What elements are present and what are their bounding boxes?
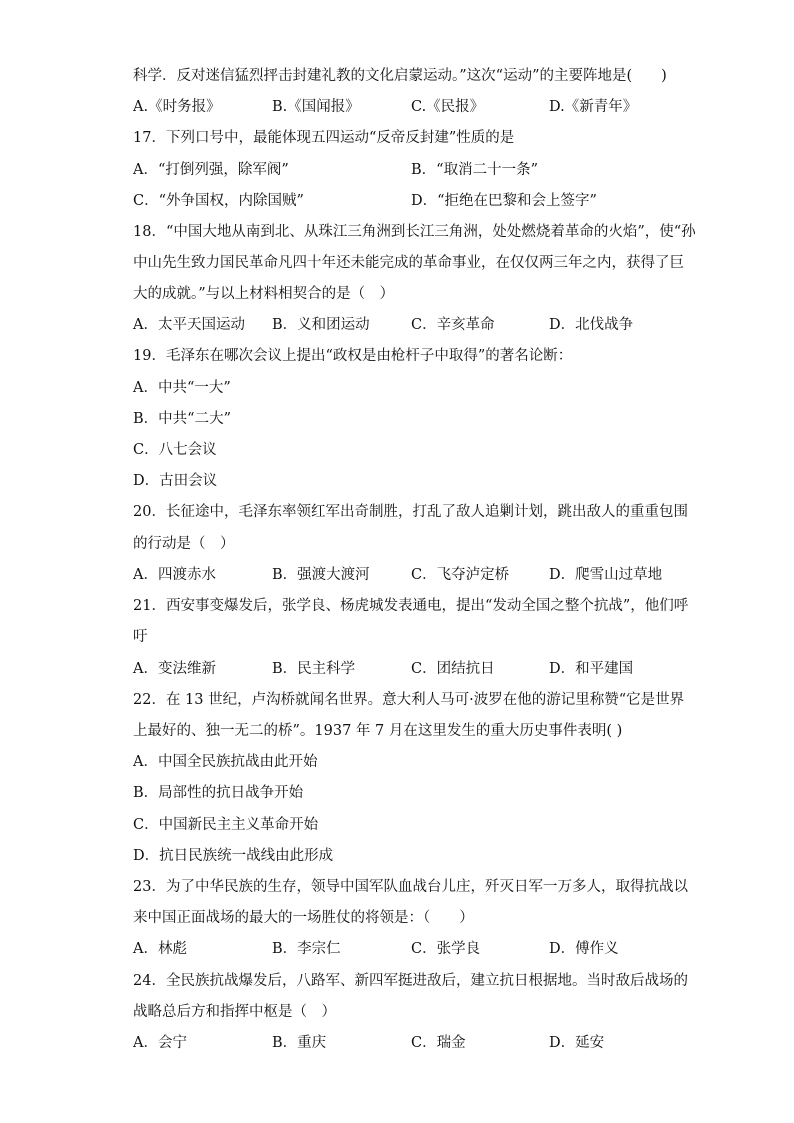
- q22-option-d[interactable]: D．抗日民族统一战线由此形成: [133, 848, 334, 864]
- q20-stem-line: 20．长征途中，毛泽东率领红军出奇制胜，打乱了敌人追剿计划，跳出敌人的重重包围: [133, 504, 688, 520]
- q16-stem-line: 科学．反对迷信猛烈抨击封建礼教的文化启蒙运动。”这次“运动”的主要阵地是( ): [133, 68, 667, 84]
- q24-option-a[interactable]: A．会宁: [133, 1035, 187, 1051]
- q24-stem-line: 战略总后方和指挥中枢是（ ）: [133, 1004, 336, 1020]
- q22-option-b[interactable]: B．局部性的抗日战争开始: [133, 785, 304, 801]
- q21-option-c[interactable]: C．团结抗日: [411, 661, 495, 677]
- q18-option-c[interactable]: C．辛亥革命: [411, 317, 495, 333]
- q16-option-b[interactable]: B.《国闻报》: [272, 99, 360, 115]
- q23-stem-line: 23．为了中华民族的生存，领导中国军队血战台儿庄，歼灭日军一万多人，取得抗战以: [133, 879, 688, 895]
- q24-option-d[interactable]: D．延安: [549, 1035, 605, 1051]
- q18-stem-line: 18．“中国大地从南到北、从珠江三角洲到长江三角洲，处处燃烧着革命的火焰”，使“孙: [133, 224, 696, 240]
- q18-stem-line: 中山先生致力国民革命凡四十年还未能完成的革命事业，在仅仅两三年之内，获得了巨: [133, 255, 684, 271]
- q20-option-b[interactable]: B．强渡大渡河: [272, 567, 370, 583]
- q23-option-d[interactable]: D．傅作义: [549, 941, 619, 957]
- q21-stem-line: 吁: [133, 629, 148, 645]
- q16-option-d[interactable]: D.《新青年》: [549, 99, 638, 115]
- q23-option-b[interactable]: B．李宗仁: [272, 941, 341, 957]
- q24-stem-line: 24．全民族抗战爆发后，八路军、新四军挺进敌后，建立抗日根据地。当时敌后战场的: [133, 973, 688, 989]
- q18-option-a[interactable]: A．太平天国运动: [133, 317, 245, 333]
- q21-option-a[interactable]: A．变法维新: [133, 661, 216, 677]
- q23-option-c[interactable]: C．张学良: [411, 941, 481, 957]
- q23-option-a[interactable]: A．林彪: [133, 941, 187, 957]
- q23-stem-line: 来中国正面战场的最大的一场胜仗的将领是：（ ）: [133, 910, 474, 926]
- q20-stem-line: 的行动是（ ）: [133, 536, 235, 552]
- q19-option-a[interactable]: A．中共“一大”: [133, 380, 231, 396]
- q17-stem-line: 17．下列口号中，最能体现五四运动“反帝反封建”性质的是: [133, 130, 515, 146]
- q18-option-d[interactable]: D．北伐战争: [549, 317, 634, 333]
- q24-option-c[interactable]: C．瑞金: [411, 1035, 466, 1051]
- q18-option-b[interactable]: B．义和团运动: [272, 317, 370, 333]
- q21-option-d[interactable]: D．和平建国: [549, 661, 634, 677]
- q17-option-d[interactable]: D．“拒绝在巴黎和会上签字”: [411, 193, 597, 209]
- q20-option-c[interactable]: C．飞夺泸定桥: [411, 567, 510, 583]
- q22-stem-line: 22．在 13 世纪，卢沟桥就闻名世界。意大利人马可·波罗在他的游记里称赞“它是世界: [133, 692, 685, 708]
- q17-option-b[interactable]: B．“取消二十一条”: [411, 162, 538, 178]
- q19-option-d[interactable]: D．古田会议: [133, 473, 218, 489]
- q17-option-c[interactable]: C．“外争国权，内除国贼”: [133, 193, 304, 209]
- q21-option-b[interactable]: B．民主科学: [272, 661, 356, 677]
- q20-option-a[interactable]: A．四渡赤水: [133, 567, 216, 583]
- q21-stem-line: 21．西安事变爆发后，张学良、杨虎城发表通电，提出“发动全国之整个抗战”，他们呼: [133, 598, 689, 614]
- q18-stem-line: 大的成就。”与以上材料相契合的是（ ）: [133, 286, 395, 302]
- q24-option-b[interactable]: B．重庆: [272, 1035, 327, 1051]
- q17-option-a[interactable]: A．“打倒列强，除军阀”: [133, 162, 289, 178]
- q19-option-c[interactable]: C．八七会议: [133, 442, 217, 458]
- q22-stem-line: 上最好的、独一无二的桥”。1937 年 7 月在这里发生的重大历史事件表明( ): [133, 723, 623, 739]
- q16-option-c[interactable]: C.《民报》: [411, 99, 485, 115]
- q16-option-a[interactable]: A.《时务报》: [133, 99, 221, 115]
- q19-option-b[interactable]: B．中共“二大”: [133, 411, 231, 427]
- q20-option-d[interactable]: D．爬雪山过草地: [549, 567, 663, 583]
- q22-option-c[interactable]: C．中国新民主主义革命开始: [133, 817, 319, 833]
- q22-option-a[interactable]: A．中国全民族抗战由此开始: [133, 754, 318, 770]
- q19-stem-line: 19．毛泽东在哪次会议上提出“政权是由枪杆子中取得”的著名论断：: [133, 348, 573, 364]
